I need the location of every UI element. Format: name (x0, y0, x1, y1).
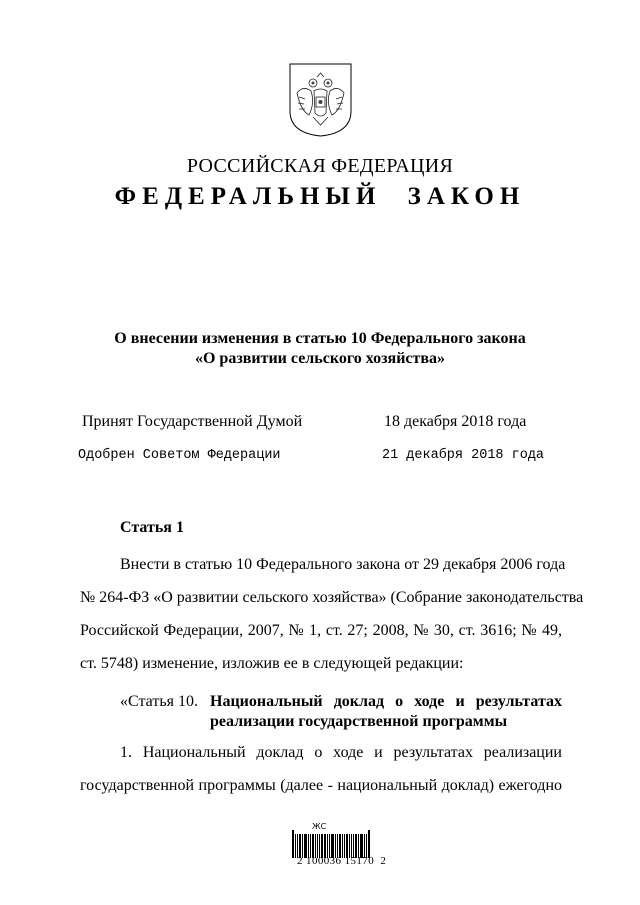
barcode (292, 822, 372, 858)
country-name: РОССИЙСКАЯ ФЕДЕРАЦИЯ (186, 155, 454, 177)
barcode-bar (368, 830, 370, 858)
state-emblem (289, 63, 352, 137)
article-1-line-3: Российской Федерации, 2007, № 1, ст. 27; 2008, № 30, ст. 3616; № 49, (80, 622, 562, 639)
document-type: ФЕДЕРАЛЬНЫЙ ЗАКОН (114, 183, 526, 210)
article-10-title-line-2: реализации государственной программы (210, 713, 508, 730)
paragraph-1-text (80, 743, 562, 809)
duma-adoption-date: 18 декабря 2018 года (384, 413, 527, 430)
article-10-title-line-1: Национальный доклад о ходе и результатах (210, 693, 562, 710)
barcode-bar (292, 830, 294, 858)
barcode-number: 2 100036 15170 2 (297, 855, 387, 867)
article-1-text (80, 555, 584, 687)
law-title (60, 329, 580, 369)
barcode-bar (295, 834, 296, 858)
law-title-line-1: О внесении изменения в статью 10 Федерального закона (114, 330, 526, 347)
council-approval-date: 21 декабря 2018 года (382, 448, 545, 463)
article-1-line-4: ст. 5748) изменение, изложив ее в следующей редакции: (80, 655, 464, 672)
article-10-label: «Статья 10. (120, 693, 198, 710)
paragraph-1-line-1: 1. Национальный доклад о ходе и результатах реализации (120, 744, 562, 761)
paragraph-1-line-2: государственной программы (далее - национальный доклад) ежегодно (80, 777, 562, 794)
article-1-line-2: № 264-ФЗ «О развитии сельского хозяйства» (Собрание законодательства (80, 589, 584, 606)
duma-adoption-label: Принят Государственной Думой (82, 413, 303, 430)
barcode-bars (292, 830, 372, 858)
council-approval-label: Одобрен Советом Федерации (78, 448, 281, 463)
article-10-title (210, 692, 562, 732)
article-1-line-1: Внести в статью 10 Федерального закона от 29 декабря 2006 года (120, 556, 566, 573)
article-1-heading: Статья 1 (120, 519, 184, 536)
barcode-mark: ЖC (312, 822, 327, 831)
law-title-line-2: «О развитии сельского хозяйства» (194, 350, 446, 367)
